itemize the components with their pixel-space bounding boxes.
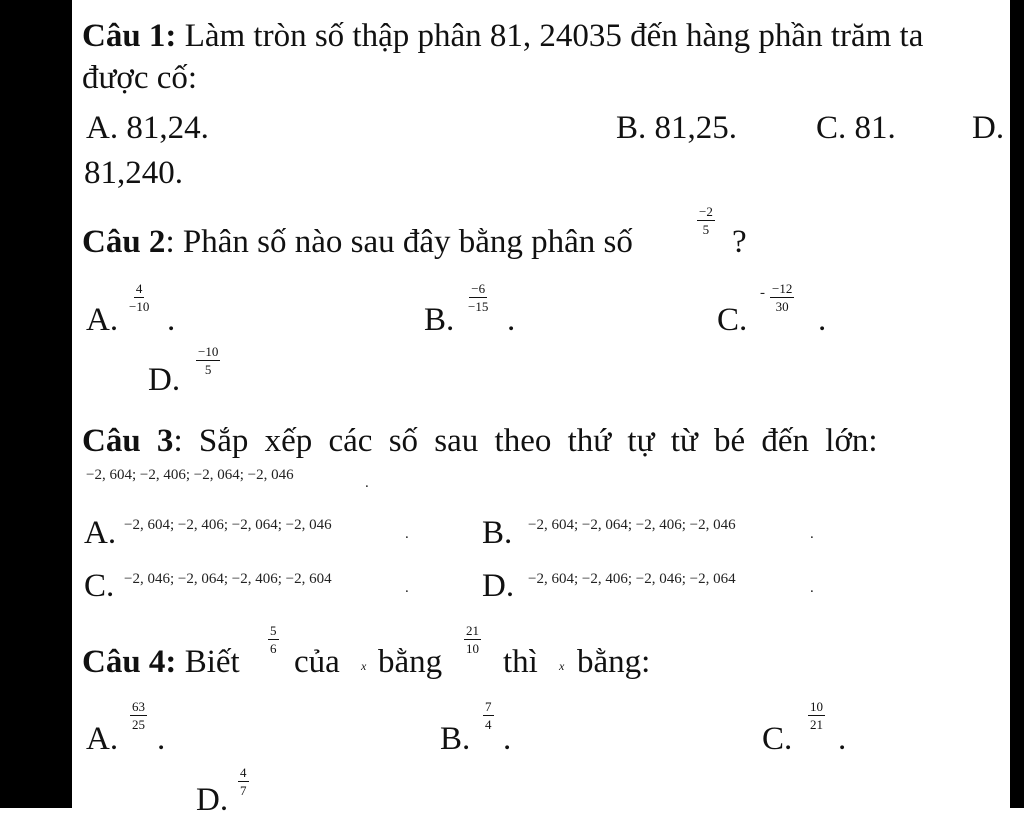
q2-c-denominator: 30	[775, 299, 789, 314]
q4-d-numerator: 4	[240, 765, 247, 780]
q4-a-denominator: 25	[132, 717, 145, 732]
q2-option-a-label: A.	[86, 302, 119, 338]
q4-option-a-label: A.	[86, 721, 119, 757]
q3-option-a-period: .	[405, 526, 409, 542]
q2-option-c-period: .	[818, 302, 827, 338]
q1-option-c: C. 81.	[816, 110, 896, 146]
question-1-text-cont: được cố:	[82, 60, 198, 96]
q2-a-numerator: 4	[135, 281, 143, 296]
q2-option-a-fraction	[129, 282, 149, 313]
q1-option-a: A. 81,24.	[86, 110, 209, 146]
q3-option-d: −2, 604; −2, 406; −2, 046; −2, 064	[528, 571, 736, 587]
q4-c-denominator: 21	[810, 717, 823, 732]
q2-option-c-fraction	[770, 282, 794, 313]
q4-option-c-fraction	[808, 700, 825, 731]
q3-sequence: −2, 604; −2, 406; −2, 064; −2, 046	[86, 467, 294, 483]
q2-option-b-label: B.	[424, 302, 455, 338]
q3-option-c: −2, 046; −2, 064; −2, 406; −2, 604	[124, 571, 332, 587]
question-4-label: Câu 4:	[82, 644, 177, 680]
q2-option-b-period: .	[507, 302, 516, 338]
q4-option-c-period: .	[838, 721, 847, 757]
q2-a-denominator: −10	[129, 299, 150, 314]
q2-option-c-label: C.	[717, 302, 748, 338]
q4-f2-numerator: 21	[466, 623, 479, 638]
q4-text-2: của	[294, 644, 340, 680]
question-2-label: Câu 2	[82, 224, 166, 260]
q2-d-numerator: −10	[198, 344, 219, 359]
q4-option-c-label: C.	[762, 721, 793, 757]
q4-variable-2: x	[559, 659, 565, 673]
q4-option-d-fraction	[238, 766, 249, 797]
q2-option-d-label: D.	[148, 362, 181, 398]
q4-b-denominator: 4	[485, 717, 492, 732]
q2-target-fraction	[697, 205, 715, 236]
question-4-intro	[82, 646, 240, 679]
q2-d-denominator: 5	[204, 362, 212, 377]
question-2-text: : Phân số nào sau đây bằng phân số	[165, 224, 633, 260]
right-dark-edge	[1010, 0, 1024, 808]
question-1-line	[82, 20, 923, 53]
q4-option-b-label: B.	[440, 721, 471, 757]
q2-option-b-fraction	[468, 282, 488, 313]
q2-option-d-fraction	[196, 345, 220, 376]
q3-option-a-label: A.	[84, 515, 117, 551]
q4-text-4: thì	[503, 644, 538, 680]
q3-sequence-period: .	[365, 475, 369, 491]
q4-variable-1: x	[361, 659, 367, 673]
question-1-label: Câu 1:	[82, 18, 177, 54]
q4-fraction-2	[464, 624, 481, 655]
q4-option-d-label: D.	[196, 782, 229, 818]
q4-option-b-fraction	[483, 700, 494, 731]
q3-option-c-period: .	[405, 580, 409, 596]
q2-target-denominator: 5	[702, 222, 710, 237]
q3-option-c-label: C.	[84, 568, 115, 604]
q3-option-b-label: B.	[482, 515, 513, 551]
q2-option-a-period: .	[167, 302, 176, 338]
q4-f1-numerator: 5	[270, 623, 277, 638]
q1-option-d-value: 81,240.	[84, 155, 183, 191]
q3-option-a: −2, 604; −2, 406; −2, 064; −2, 046	[124, 517, 332, 533]
q3-option-d-period: .	[810, 580, 814, 596]
q4-option-a-period: .	[157, 721, 166, 757]
q3-option-d-label: D.	[482, 568, 515, 604]
q2-c-numerator: −12	[772, 281, 793, 296]
q4-text-5: bằng:	[577, 644, 651, 680]
question-1-text: Làm tròn số thập phân 81, 24035 đến hàng phần trăm ta	[176, 18, 924, 54]
q3-option-b-period: .	[810, 526, 814, 542]
q2-target-numerator: −2	[699, 204, 713, 219]
question-3-text: : Sắp xếp các số sau theo thứ tự từ bé đến lớn:	[173, 423, 878, 459]
q2-b-numerator: −6	[471, 281, 486, 296]
q4-fraction-1	[268, 624, 279, 655]
q4-text-3: bằng	[378, 644, 443, 680]
q2-b-denominator: −15	[468, 299, 489, 314]
q1-option-b: B. 81,25.	[616, 110, 738, 146]
q4-a-numerator: 63	[132, 699, 145, 714]
q1-option-d-label: D.	[972, 110, 1005, 146]
q4-c-numerator: 10	[810, 699, 823, 714]
q4-option-b-period: .	[503, 721, 512, 757]
q4-f2-denominator: 10	[466, 641, 479, 656]
q4-b-numerator: 7	[485, 699, 492, 714]
q2-option-c-sign: -	[760, 285, 765, 301]
q4-f1-denominator: 6	[270, 641, 277, 656]
q2-question-mark: ?	[732, 224, 747, 260]
q4-d-denominator: 7	[240, 783, 247, 798]
question-3-line	[82, 425, 878, 458]
question-4-text-1: Biết	[176, 644, 240, 680]
left-dark-edge	[0, 0, 72, 808]
q3-option-b: −2, 604; −2, 064; −2, 406; −2, 046	[528, 517, 736, 533]
q4-option-a-fraction	[130, 700, 147, 731]
question-2-line	[82, 226, 633, 259]
question-3-label: Câu 3	[82, 423, 174, 459]
